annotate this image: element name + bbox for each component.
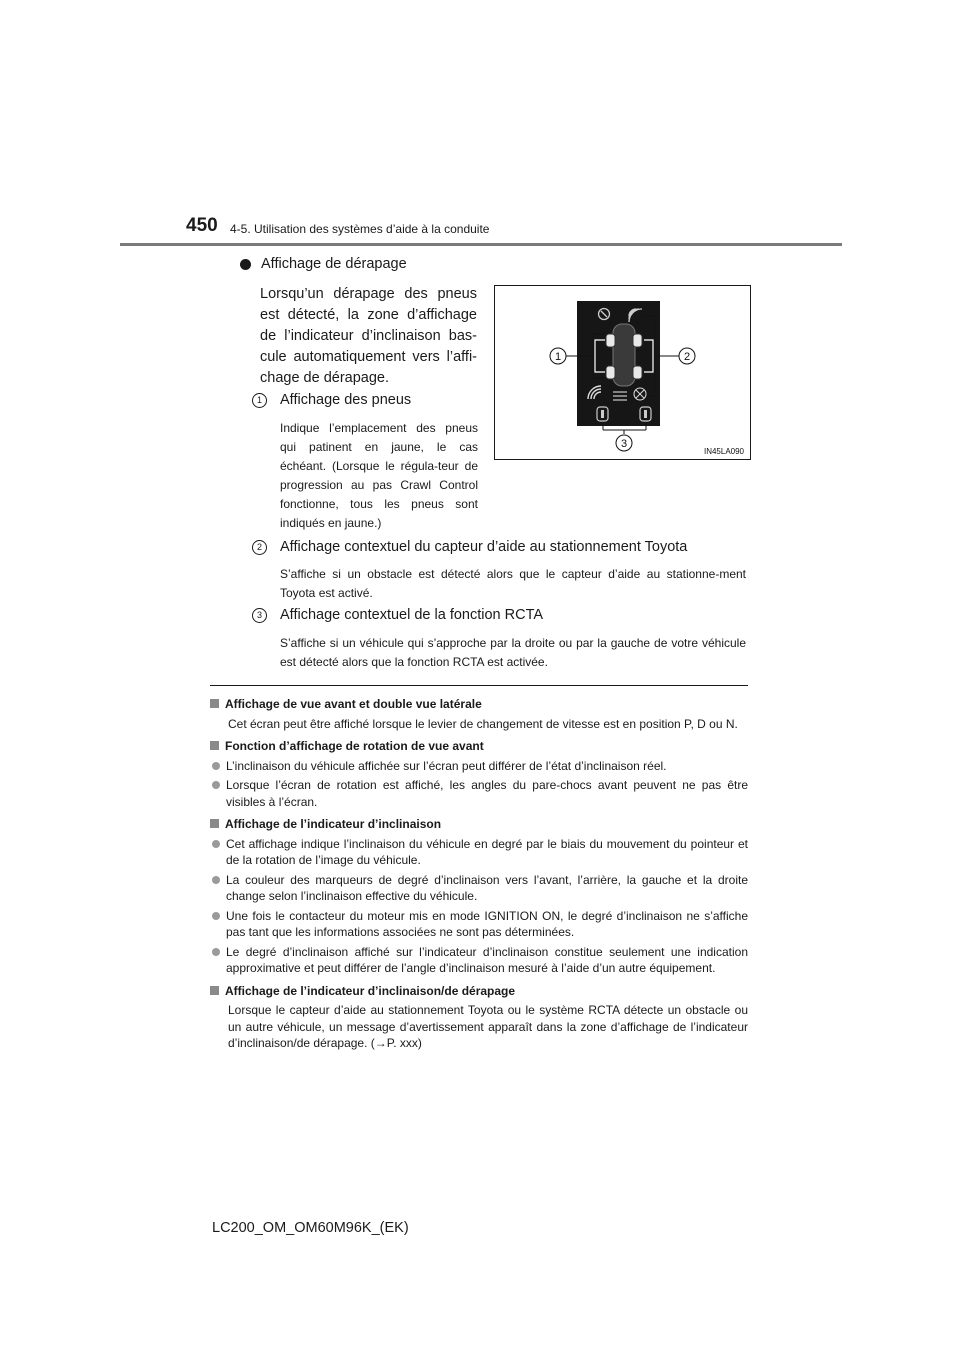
note-heading — [210, 738, 748, 755]
bullet-icon — [212, 781, 220, 789]
notes-divider — [210, 685, 748, 686]
callout-1-label: 1 — [554, 351, 562, 363]
number-1-badge: 1 — [252, 393, 267, 408]
tire-front-right-icon — [633, 334, 642, 347]
skid-display-figure — [494, 285, 751, 460]
section-heading-text: Affichage de dérapage — [261, 256, 407, 272]
list-item-text: Cet affichage indique l’inclinaison du véhicule en degré par le biais du mouvement du pointeur et de la rotation de l’image du véhicule. — [226, 836, 748, 867]
item-1-title-text: Affichage des pneus — [280, 392, 412, 408]
list-item — [210, 836, 748, 869]
item-3-description: S’affiche si un véhicule qui s’approche par la droite ou par la gauche de votre véhicule est détecté alors que la fonction RCTA est activée. — [280, 636, 746, 669]
intro-paragraph: Lorsqu’un dérapage des pneus est détecté, la zone d’affichage de l’indicateur d’inclinaison bas-cule automatiquement vers l’affi-chage de dérapage. — [260, 286, 477, 386]
bullet-icon — [212, 840, 220, 848]
note-heading — [210, 816, 748, 833]
note-text: Lorsque le capteur d’aide au stationnement Toyota ou le système RCTA détecte un obstacle ou un autre véhicule, un message d’avertissement apparaît dans la zone d’affichage de l’indicateur d’inclinaison/de dérapage. (→P. xxx) — [228, 1003, 748, 1050]
square-bullet-icon — [210, 986, 219, 995]
square-bullet-icon — [210, 741, 219, 750]
bullet-icon — [240, 259, 251, 270]
note-heading-text: Fonction d’affichage de rotation de vue avant — [225, 739, 484, 753]
tire-rear-right-icon — [633, 366, 642, 379]
header-divider — [120, 243, 842, 246]
tire-front-left-icon — [606, 334, 615, 347]
list-item — [210, 908, 748, 941]
vehicle-icon — [613, 324, 635, 386]
note-text: Cet écran peut être affiché lorsque le levier de changement de vitesse est en position P, D ou N. — [228, 716, 738, 731]
square-bullet-icon — [210, 699, 219, 708]
callout-2-label: 2 — [683, 351, 691, 363]
item-2-title — [252, 539, 687, 555]
list-item — [210, 758, 748, 775]
note-heading-text: Affichage de l’indicateur d’inclinaison/de dérapage — [225, 983, 516, 998]
bullet-icon — [212, 762, 220, 770]
notes-section — [210, 696, 748, 1052]
square-bullet-icon — [210, 819, 219, 828]
bullet-icon — [212, 948, 220, 956]
list-item-text: Lorsque l’écran de rotation est affiché, les angles du pare-chocs avant peuvent ne pas être visibles à l’écran. — [226, 778, 748, 809]
bullet-icon — [212, 876, 220, 884]
note-heading — [210, 983, 748, 1000]
list-item-text: La couleur des marqueurs de degré d’inclinaison vers l’avant, l’arrière, la gauche et la droite change selon l’inclinaison effective du véhicule. — [226, 872, 748, 903]
item-1-description: Indique l’emplacement des pneus qui patinent en jaune, le cas échéant. (Lorsque le régula-teur de progression au pas Crawl Control fonctionne, tous les pneus sont indiqués en jaune.) — [280, 421, 478, 530]
item-2-title-text: Affichage contextuel du capteur d’aide au stationnement Toyota — [280, 539, 688, 555]
section-heading — [240, 256, 407, 272]
item-1-title — [252, 392, 411, 408]
figure-code: IN45LA090 — [703, 447, 744, 456]
page-number: 450 — [186, 215, 218, 236]
list-item-text: Le degré d’inclinaison affiché sur l’indicateur d’inclinaison constitue seulement une indication approximative et peut différer de l’angle d’inclinaison mesuré à l’aide d’un autre équipement. — [226, 944, 748, 975]
item-3-title-text: Affichage contextuel de la fonction RCTA — [280, 607, 544, 623]
footer-code: LC200_OM_OM60M96K_(EK) — [212, 1220, 409, 1236]
bullet-icon — [212, 912, 220, 920]
list-item — [210, 777, 748, 810]
callout-3-label: 3 — [620, 438, 628, 450]
item-2-description: S’affiche si un obstacle est détecté alors que le capteur d’aide au stationne-ment Toyota est activé. — [280, 567, 746, 600]
note-heading-text: Affichage de vue avant et double vue latérale — [225, 697, 482, 711]
note-heading — [210, 696, 748, 713]
section-title: 4-5. Utilisation des systèmes d’aide à la conduite — [230, 222, 490, 236]
skid-display-illustration — [495, 286, 750, 459]
tire-rear-left-icon — [606, 366, 615, 379]
list-item-text: Une fois le contacteur du moteur mis en mode IGNITION ON, le degré d’inclinaison ne s’affiche pas tant que les informations associées ne sont pas déterminées. — [226, 908, 748, 939]
list-item — [210, 872, 748, 905]
list-item — [210, 944, 748, 977]
number-3-badge: 3 — [252, 608, 267, 623]
list-item-text: L’inclinaison du véhicule affichée sur l’écran peut différer de l’état d’inclinaison réel. — [226, 758, 667, 773]
number-2-badge: 2 — [252, 540, 267, 555]
note-heading-text: Affichage de l’indicateur d’inclinaison — [225, 817, 442, 831]
item-3-title — [252, 607, 543, 623]
